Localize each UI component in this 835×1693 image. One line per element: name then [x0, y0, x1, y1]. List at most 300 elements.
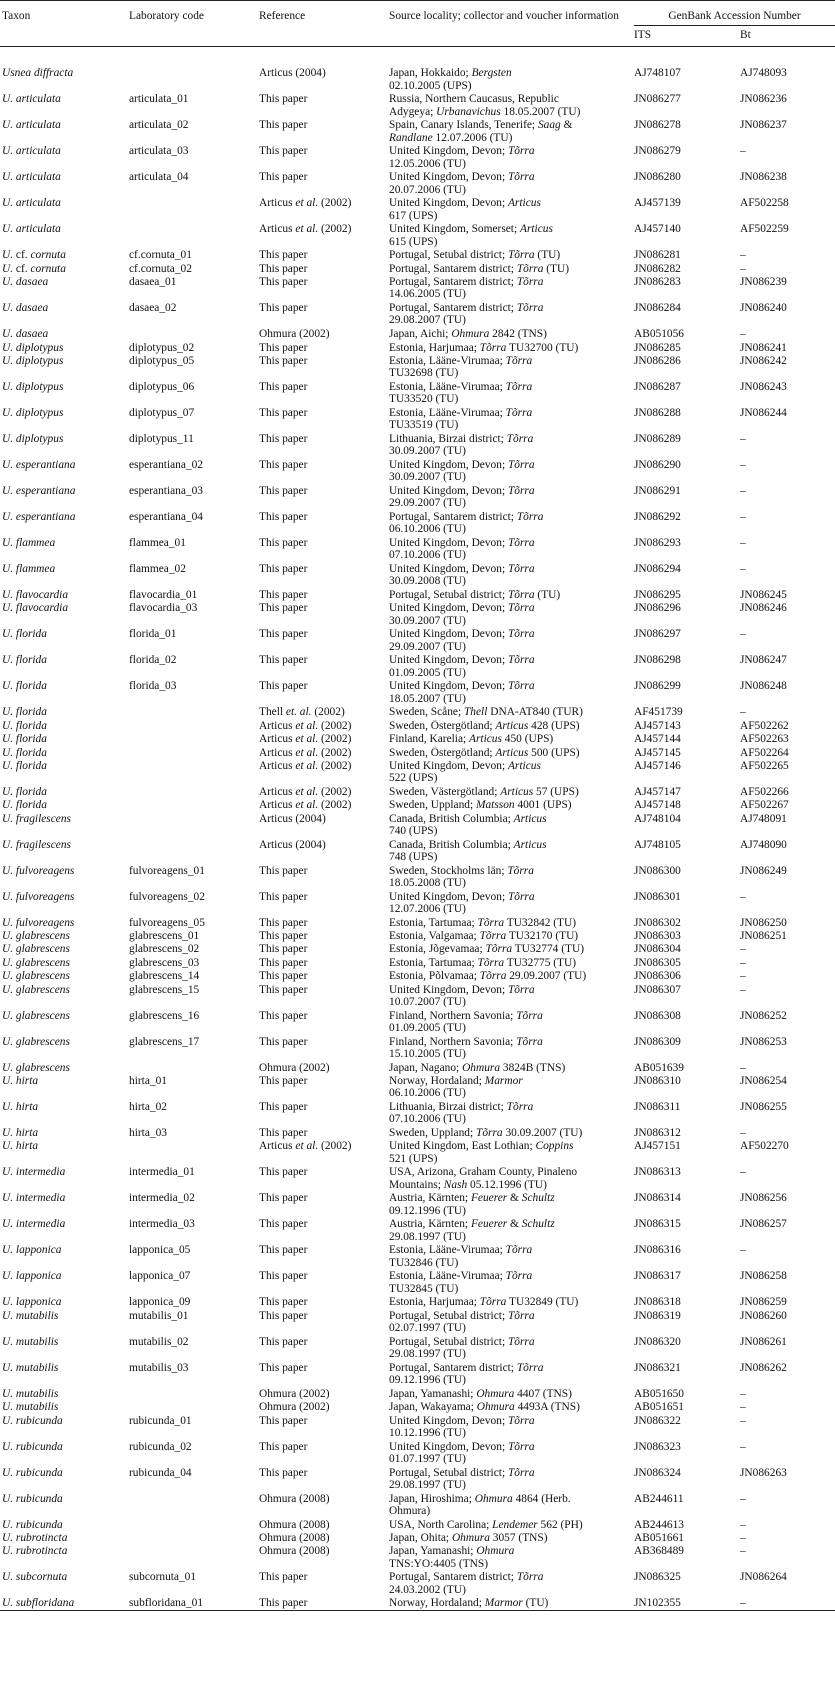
cell-reference: This paper: [259, 983, 308, 996]
cell-taxon: U. articulata: [2, 171, 61, 184]
cell-its: JN086280: [634, 171, 681, 184]
cell-lab-code: [129, 223, 259, 249]
cell-its: JN086299: [634, 680, 681, 693]
cell-taxon: U. articulata: [2, 145, 61, 158]
cell-lab-code: [129, 67, 259, 93]
cell-taxon: U. mutabilis: [2, 1387, 59, 1400]
cell-lab-code: intermedia_01: [129, 1166, 195, 1179]
cell-source: Norway, Hordaland; Marmor (TU): [389, 1597, 549, 1610]
cell-its: JN086284: [634, 302, 681, 315]
cell-reference: This paper: [259, 654, 308, 667]
table-row: [0, 760, 835, 786]
cell-its: AJ457148: [634, 799, 681, 812]
cell-reference: This paper: [259, 249, 308, 262]
cell-bt: JN086244: [740, 406, 787, 419]
cell-lab-code: [129, 197, 259, 223]
cell-lab-code: [129, 328, 259, 341]
cell-lab-code: esperantiana_02: [129, 458, 204, 471]
cell-reference: This paper: [259, 628, 308, 641]
cell-taxon: U. glabrescens: [2, 1009, 70, 1022]
cell-lab-code: hirta_03: [129, 1127, 167, 1140]
cell-taxon: U. rubrotincta: [2, 1532, 68, 1544]
table-row: [0, 1075, 835, 1101]
cell-reference: Articus et al. (2002): [259, 785, 352, 798]
table-row: [0, 957, 835, 970]
cell-its: JN086311: [634, 1101, 681, 1114]
cell-bt: –: [740, 970, 746, 983]
cell-taxon: U. florida: [2, 733, 47, 746]
cell-taxon: U. mutabilis: [2, 1401, 59, 1414]
cell-its: AB051650: [634, 1387, 684, 1400]
cell-lab-code: cf.cornuta_02: [129, 262, 192, 275]
cell-bt: AJ748093: [740, 67, 787, 80]
cell-source: United Kingdom, Devon; Tõrra 07.10.2006 (TU): [389, 536, 535, 562]
cell-its: JN086290: [634, 458, 681, 471]
cell-bt: AF502266: [740, 785, 789, 798]
cell-its: AB368489: [634, 1545, 684, 1558]
cell-lab-code: glabrescens_17: [129, 1035, 200, 1048]
table-row: [0, 67, 835, 93]
cell-source: Austria, Kärnten; Feuerer & Schultz 29.08.1997 (TU): [389, 1218, 555, 1243]
cell-source: Estonia, Põlvamaa; Tõrra 29.09.2007 (TU): [389, 970, 587, 983]
cell-its: AJ457147: [634, 785, 681, 798]
table-row: [0, 1166, 835, 1192]
cell-lab-code: hirta_02: [129, 1101, 167, 1114]
cell-bt: JN086247: [740, 654, 787, 667]
cell-reference: This paper: [259, 562, 308, 575]
cell-its: JN086298: [634, 654, 681, 667]
cell-lab-code: flammea_02: [129, 562, 186, 575]
cell-source: Sweden, Uppland; Tõrra 30.09.2007 (TU): [389, 1127, 583, 1140]
header-reference: Reference: [259, 10, 306, 22]
cell-its: JN086315: [634, 1218, 681, 1231]
cell-its: JN086285: [634, 341, 681, 354]
cell-bt: –: [740, 484, 746, 497]
cell-taxon: U. subcornuta: [2, 1571, 68, 1584]
table-row: [0, 706, 835, 719]
cell-bt: JN086252: [740, 1009, 787, 1022]
cell-reference: Articus (2004): [259, 67, 326, 80]
cell-its: JN086293: [634, 536, 681, 549]
header-taxon: Taxon: [2, 10, 31, 22]
cell-lab-code: intermedia_03: [129, 1218, 195, 1231]
cell-source: Sweden, Uppland; Matsson 4001 (UPS): [389, 799, 572, 812]
table-row: [0, 1036, 835, 1062]
cell-its: AB244613: [634, 1518, 684, 1531]
cell-reference: This paper: [259, 1009, 308, 1022]
cell-source: Estonia, Lääne-Virumaa; Tõrra TU33519 (TU): [389, 406, 533, 432]
cell-reference: This paper: [259, 145, 308, 158]
cell-taxon: U. articulata: [2, 223, 61, 236]
cell-its: JN086320: [634, 1335, 681, 1348]
table-row: [0, 1388, 835, 1401]
cell-its: AJ748107: [634, 67, 681, 80]
cell-its: JN086313: [634, 1166, 681, 1179]
cell-its: JN086295: [634, 588, 681, 601]
cell-source: Sweden, Stockholms län; Tõrra 18.05.2008 (TU): [389, 864, 534, 889]
cell-reference: Articus (2004): [259, 812, 326, 825]
cell-reference: This paper: [259, 1466, 308, 1479]
cell-lab-code: [129, 813, 259, 839]
cell-lab-code: diplotypus_05: [129, 354, 195, 367]
cell-lab-code: florida_01: [129, 628, 177, 641]
cell-taxon: U. dasaea: [2, 276, 49, 289]
table-row: [0, 302, 835, 328]
table-row: [0, 276, 835, 302]
cell-lab-code: [129, 1388, 259, 1401]
table-row: [0, 1192, 835, 1218]
cell-taxon: U. diplotypus: [2, 380, 64, 393]
cell-reference: Articus et al. (2002): [259, 223, 352, 236]
cell-taxon: U. lapponica: [2, 1270, 62, 1283]
header-its: ITS: [634, 29, 652, 42]
cell-source: Estonia, Tartumaa; Tõrra TU32775 (TU): [389, 956, 577, 969]
cell-lab-code: glabrescens_03: [129, 956, 200, 969]
cell-taxon: U. intermedia: [2, 1218, 66, 1231]
cell-source: Estonia, Harjumaa; Tõrra TU32700 (TU): [389, 341, 579, 354]
cell-lab-code: subcornuta_01: [129, 1571, 197, 1584]
cell-taxon: U. rubrotincta: [2, 1545, 68, 1558]
table-row: [0, 93, 835, 119]
cell-reference: This paper: [259, 1035, 308, 1048]
cell-its: JN086289: [634, 432, 681, 445]
cell-taxon: U. florida: [2, 719, 47, 732]
cell-taxon: U. fulvoreagens: [2, 890, 75, 903]
cell-taxon: U. hirta: [2, 1075, 39, 1088]
table-row: [0, 197, 835, 223]
table-row: [0, 1336, 835, 1362]
cell-bt: –: [740, 432, 746, 445]
cell-taxon: U. mutabilis: [2, 1361, 59, 1374]
cell-its: AB051661: [634, 1532, 684, 1544]
cell-source: Austria, Kärnten; Feuerer & Schultz 09.12.1996 (TU): [389, 1192, 555, 1217]
cell-its: AB244611: [634, 1492, 684, 1505]
cell-its: JN086306: [634, 970, 681, 983]
cell-reference: This paper: [259, 1440, 308, 1453]
cell-bt: –: [740, 1244, 746, 1257]
cell-source: Japan, Yamanashi; Ohmura 4407 (TNS): [389, 1387, 572, 1400]
cell-taxon: U. glabrescens: [2, 983, 70, 996]
header-genbank: GenBank Accession Number: [634, 1, 835, 26]
cell-bt: AF502263: [740, 733, 789, 746]
cell-bt: JN086237: [740, 119, 787, 132]
cell-taxon: U. esperantiana: [2, 510, 76, 523]
table-row: [0, 602, 835, 628]
cell-its: AJ457146: [634, 759, 681, 772]
cell-bt: AF502267: [740, 799, 789, 812]
cell-its: JN086310: [634, 1075, 681, 1088]
cell-bt: –: [740, 249, 746, 262]
cell-bt: –: [740, 956, 746, 969]
cell-reference: This paper: [259, 1309, 308, 1322]
cell-its: JN086314: [634, 1192, 681, 1205]
table-row: [0, 984, 835, 1010]
cell-source: Portugal, Setubal district; Tõrra (TU): [389, 588, 561, 601]
table-row: [0, 813, 835, 839]
cell-taxon: U. rubicunda: [2, 1414, 63, 1427]
table-row: [0, 1101, 835, 1127]
cell-its: JN086312: [634, 1127, 681, 1140]
cell-lab-code: lapponica_09: [129, 1296, 191, 1309]
cell-taxon: U. cf. cornuta: [2, 262, 66, 275]
table-row: [0, 917, 835, 930]
cell-bt: JN086257: [740, 1218, 787, 1231]
cell-source: Finland, Northern Savonia; Tõrra 15.10.2005 (TU): [389, 1035, 543, 1060]
cell-its: AJ457143: [634, 719, 681, 732]
cell-source: United Kingdom, Devon; Tõrra 30.09.2007 (TU): [389, 458, 535, 484]
cell-bt: AF502264: [740, 746, 789, 759]
cell-reference: This paper: [259, 1296, 308, 1309]
cell-its: JN086283: [634, 276, 681, 289]
table-row: [0, 1010, 835, 1036]
cell-lab-code: articulata_04: [129, 171, 189, 184]
cell-bt: JN086243: [740, 380, 787, 393]
cell-lab-code: fulvoreagens_05: [129, 916, 205, 929]
cell-source: United Kingdom, Devon; Tõrra 30.09.2007 (TU): [389, 602, 535, 627]
cell-source: Lithuania, Birzai district; Tõrra 30.09.2007 (TU): [389, 432, 534, 458]
cell-reference: Ohmura (2002): [259, 328, 330, 341]
table-header: [0, 1, 835, 68]
cell-source: Portugal, Santarem district; Tõrra (TU): [389, 262, 570, 275]
cell-bt: JN086246: [740, 602, 787, 615]
cell-taxon: U. fragilescens: [2, 812, 71, 825]
cell-reference: Articus et al. (2002): [259, 719, 352, 732]
cell-bt: –: [740, 628, 746, 641]
table-row: [0, 589, 835, 602]
cell-lab-code: diplotypus_11: [129, 432, 194, 445]
cell-its: JN086282: [634, 262, 681, 275]
cell-source: United Kingdom, Devon; Articus 522 (UPS): [389, 759, 541, 785]
cell-source: Portugal, Setubal district; Tõrra 02.07.1997 (TU): [389, 1309, 535, 1335]
cell-reference: This paper: [259, 380, 308, 393]
table-row: [0, 263, 835, 276]
cell-source: Estonia, Lääne-Virumaa; Tõrra TU32846 (TU): [389, 1244, 533, 1269]
cell-source: Japan, Aichi; Ohmura 2842 (TNS): [389, 328, 547, 341]
cell-bt: JN086258: [740, 1270, 787, 1283]
table-row: [0, 970, 835, 983]
cell-source: Japan, Hokkaido; Bergsten 02.10.2005 (UPS): [389, 67, 512, 92]
cell-reference: Ohmura (2002): [259, 1387, 330, 1400]
cell-lab-code: glabrescens_15: [129, 983, 200, 996]
table-row: [0, 865, 835, 891]
cell-lab-code: [129, 1062, 259, 1075]
cell-lab-code: florida_03: [129, 680, 177, 693]
cell-source: United Kingdom, Devon; Tõrra 10.07.2007 (TU): [389, 983, 535, 1008]
cell-taxon: U. florida: [2, 628, 47, 641]
cell-source: Portugal, Santarem district; Tõrra 14.06.2005 (TU): [389, 276, 544, 301]
table-row: [0, 328, 835, 341]
cell-source: Norway, Hordaland; Marmor 06.10.2006 (TU): [389, 1075, 523, 1100]
table-row: [0, 1062, 835, 1075]
cell-reference: This paper: [259, 354, 308, 367]
table-row: [0, 1140, 835, 1166]
cell-bt: AF502265: [740, 759, 789, 772]
cell-lab-code: [129, 1532, 259, 1545]
cell-taxon: U. glabrescens: [2, 1061, 70, 1074]
cell-its: JN086323: [634, 1440, 681, 1453]
cell-lab-code: [129, 706, 259, 719]
cell-taxon: U. florida: [2, 680, 47, 693]
cell-reference: This paper: [259, 916, 308, 929]
table-row: [0, 1597, 835, 1610]
cell-bt: –: [740, 1532, 746, 1544]
table-row: [0, 249, 835, 262]
table-row: [0, 1571, 835, 1597]
cell-bt: –: [740, 1414, 746, 1427]
cell-lab-code: [129, 720, 259, 733]
table-row: [0, 799, 835, 812]
cell-lab-code: [129, 786, 259, 799]
cell-lab-code: [129, 1545, 259, 1571]
cell-lab-code: mutabilis_01: [129, 1309, 189, 1322]
cell-its: JN086308: [634, 1009, 681, 1022]
cell-taxon: U. florida: [2, 706, 47, 719]
cell-lab-code: [129, 839, 259, 865]
cell-lab-code: [129, 1140, 259, 1166]
cell-bt: –: [740, 943, 746, 956]
cell-taxon: U. intermedia: [2, 1192, 66, 1205]
cell-its: JN086300: [634, 864, 681, 877]
table-row: [0, 171, 835, 197]
cell-taxon: U. florida: [2, 759, 47, 772]
cell-its: AF451739: [634, 706, 683, 719]
cell-source: Portugal, Setubal district; Tõrra 29.08.1997 (TU): [389, 1466, 535, 1491]
cell-its: JN086303: [634, 930, 681, 943]
cell-its: JN086296: [634, 602, 681, 615]
cell-its: JN086316: [634, 1244, 681, 1257]
cell-lab-code: rubicunda_04: [129, 1466, 192, 1479]
cell-its: JN086307: [634, 983, 681, 996]
cell-reference: Articus et al. (2002): [259, 746, 352, 759]
cell-source: Portugal, Santarem district; Tõrra 29.08.2007 (TU): [389, 302, 544, 327]
cell-source: Portugal, Setubal district; Tõrra 29.08.1997 (TU): [389, 1335, 535, 1361]
cell-reference: This paper: [259, 970, 308, 983]
cell-taxon: U. diplotypus: [2, 341, 64, 354]
cell-source: United Kingdom, Devon; Tõrra 18.05.2007 (TU): [389, 680, 535, 705]
cell-reference: This paper: [259, 1335, 308, 1348]
cell-bt: –: [740, 1127, 746, 1140]
cell-taxon: U. fulvoreagens: [2, 864, 75, 877]
cell-bt: AJ748090: [740, 838, 787, 851]
cell-bt: JN086261: [740, 1335, 787, 1348]
cell-taxon: U. diplotypus: [2, 354, 64, 367]
cell-bt: JN086236: [740, 93, 787, 106]
cell-lab-code: articulata_01: [129, 93, 189, 106]
cell-lab-code: subfloridana_01: [129, 1597, 204, 1610]
cell-lab-code: florida_02: [129, 654, 177, 667]
cell-bt: –: [740, 1440, 746, 1453]
table-row: [0, 680, 835, 706]
cell-source: Russia, Northern Caucasus, Republic Adygeya; Urbanavichus 18.05.2007 (TU): [389, 93, 581, 118]
cell-lab-code: fulvoreagens_02: [129, 890, 205, 903]
cell-lab-code: [129, 760, 259, 786]
cell-taxon: U. hirta: [2, 1101, 39, 1114]
cell-its: JN086281: [634, 249, 681, 262]
cell-source: United Kingdom, Somerset; Articus 615 (UPS): [389, 223, 553, 248]
table-row: [0, 654, 835, 680]
cell-bt: –: [740, 536, 746, 549]
cell-its: JN086294: [634, 562, 681, 575]
cell-source: United Kingdom, Devon; Tõrra 12.05.2006 (TU): [389, 145, 535, 170]
cell-source: Sweden, Scåne; Thell DNA-AT840 (TUR): [389, 706, 583, 719]
cell-its: JN102355: [634, 1597, 681, 1610]
cell-reference: This paper: [259, 890, 308, 903]
cell-bt: JN086245: [740, 588, 787, 601]
cell-its: JN086317: [634, 1270, 681, 1283]
cell-bt: JN086264: [740, 1571, 787, 1584]
cell-reference: This paper: [259, 1597, 308, 1610]
cell-source: United Kingdom, Devon; Tõrra 30.09.2008 (TU): [389, 562, 535, 588]
cell-reference: This paper: [259, 484, 308, 497]
cell-bt: JN086239: [740, 276, 787, 289]
cell-source: Estonia, Jõgevamaa; Tõrra TU32774 (TU): [389, 943, 584, 956]
cell-lab-code: lapponica_05: [129, 1244, 191, 1257]
cell-lab-code: [129, 747, 259, 760]
cell-reference: This paper: [259, 510, 308, 523]
table-row: [0, 1545, 835, 1571]
cell-reference: This paper: [259, 680, 308, 693]
cell-bt: –: [740, 328, 746, 341]
cell-its: JN086288: [634, 406, 681, 419]
table-row: [0, 381, 835, 407]
cell-bt: –: [740, 458, 746, 471]
cell-source: Lithuania, Birzai district; Tõrra 07.10.2006 (TU): [389, 1101, 534, 1126]
cell-reference: This paper: [259, 1414, 308, 1427]
cell-source: United Kingdom, Devon; Tõrra 29.09.2007 (TU): [389, 484, 535, 510]
cell-its: JN086291: [634, 484, 681, 497]
cell-lab-code: glabrescens_16: [129, 1009, 200, 1022]
cell-lab-code: glabrescens_01: [129, 930, 200, 943]
cell-lab-code: flavocardia_01: [129, 588, 198, 601]
cell-its: AB051639: [634, 1061, 684, 1074]
cell-lab-code: dasaea_01: [129, 276, 177, 289]
cell-its: AJ457140: [634, 223, 681, 236]
cell-reference: This paper: [259, 1192, 308, 1205]
cell-taxon: U. lapponica: [2, 1244, 62, 1257]
cell-bt: –: [740, 562, 746, 575]
cell-bt: JN086250: [740, 916, 787, 929]
cell-reference: Ohmura (2008): [259, 1518, 330, 1531]
cell-taxon: U. esperantiana: [2, 484, 76, 497]
cell-reference: This paper: [259, 1101, 308, 1114]
table-row: [0, 720, 835, 733]
cell-reference: This paper: [259, 171, 308, 184]
table-row: [0, 628, 835, 654]
cell-source: Canada, British Columbia; Articus 748 (UPS): [389, 838, 547, 863]
cell-bt: –: [740, 890, 746, 903]
cell-bt: –: [740, 262, 746, 275]
cell-taxon: U. diplotypus: [2, 432, 64, 445]
cell-source: Estonia, Tartumaa; Tõrra TU32842 (TU): [389, 916, 577, 929]
table-row: [0, 1218, 835, 1244]
cell-its: JN086318: [634, 1296, 681, 1309]
cell-taxon: U. articulata: [2, 197, 61, 210]
cell-taxon: U. dasaea: [2, 328, 49, 341]
cell-lab-code: diplotypus_06: [129, 380, 195, 393]
cell-reference: Articus et al. (2002): [259, 759, 352, 772]
cell-lab-code: fulvoreagens_01: [129, 864, 205, 877]
cell-reference: Ohmura (2008): [259, 1532, 330, 1544]
table-row: [0, 1441, 835, 1467]
cell-its: AB051056: [634, 328, 684, 341]
cell-its: AJ457139: [634, 197, 681, 210]
cell-taxon: U. hirta: [2, 1127, 39, 1140]
cell-bt: –: [740, 706, 746, 719]
table-row: [0, 943, 835, 956]
cell-reference: This paper: [259, 864, 308, 877]
cell-source: Portugal, Santarem district; Tõrra 24.03.2002 (TU): [389, 1571, 544, 1596]
cell-reference: This paper: [259, 432, 308, 445]
